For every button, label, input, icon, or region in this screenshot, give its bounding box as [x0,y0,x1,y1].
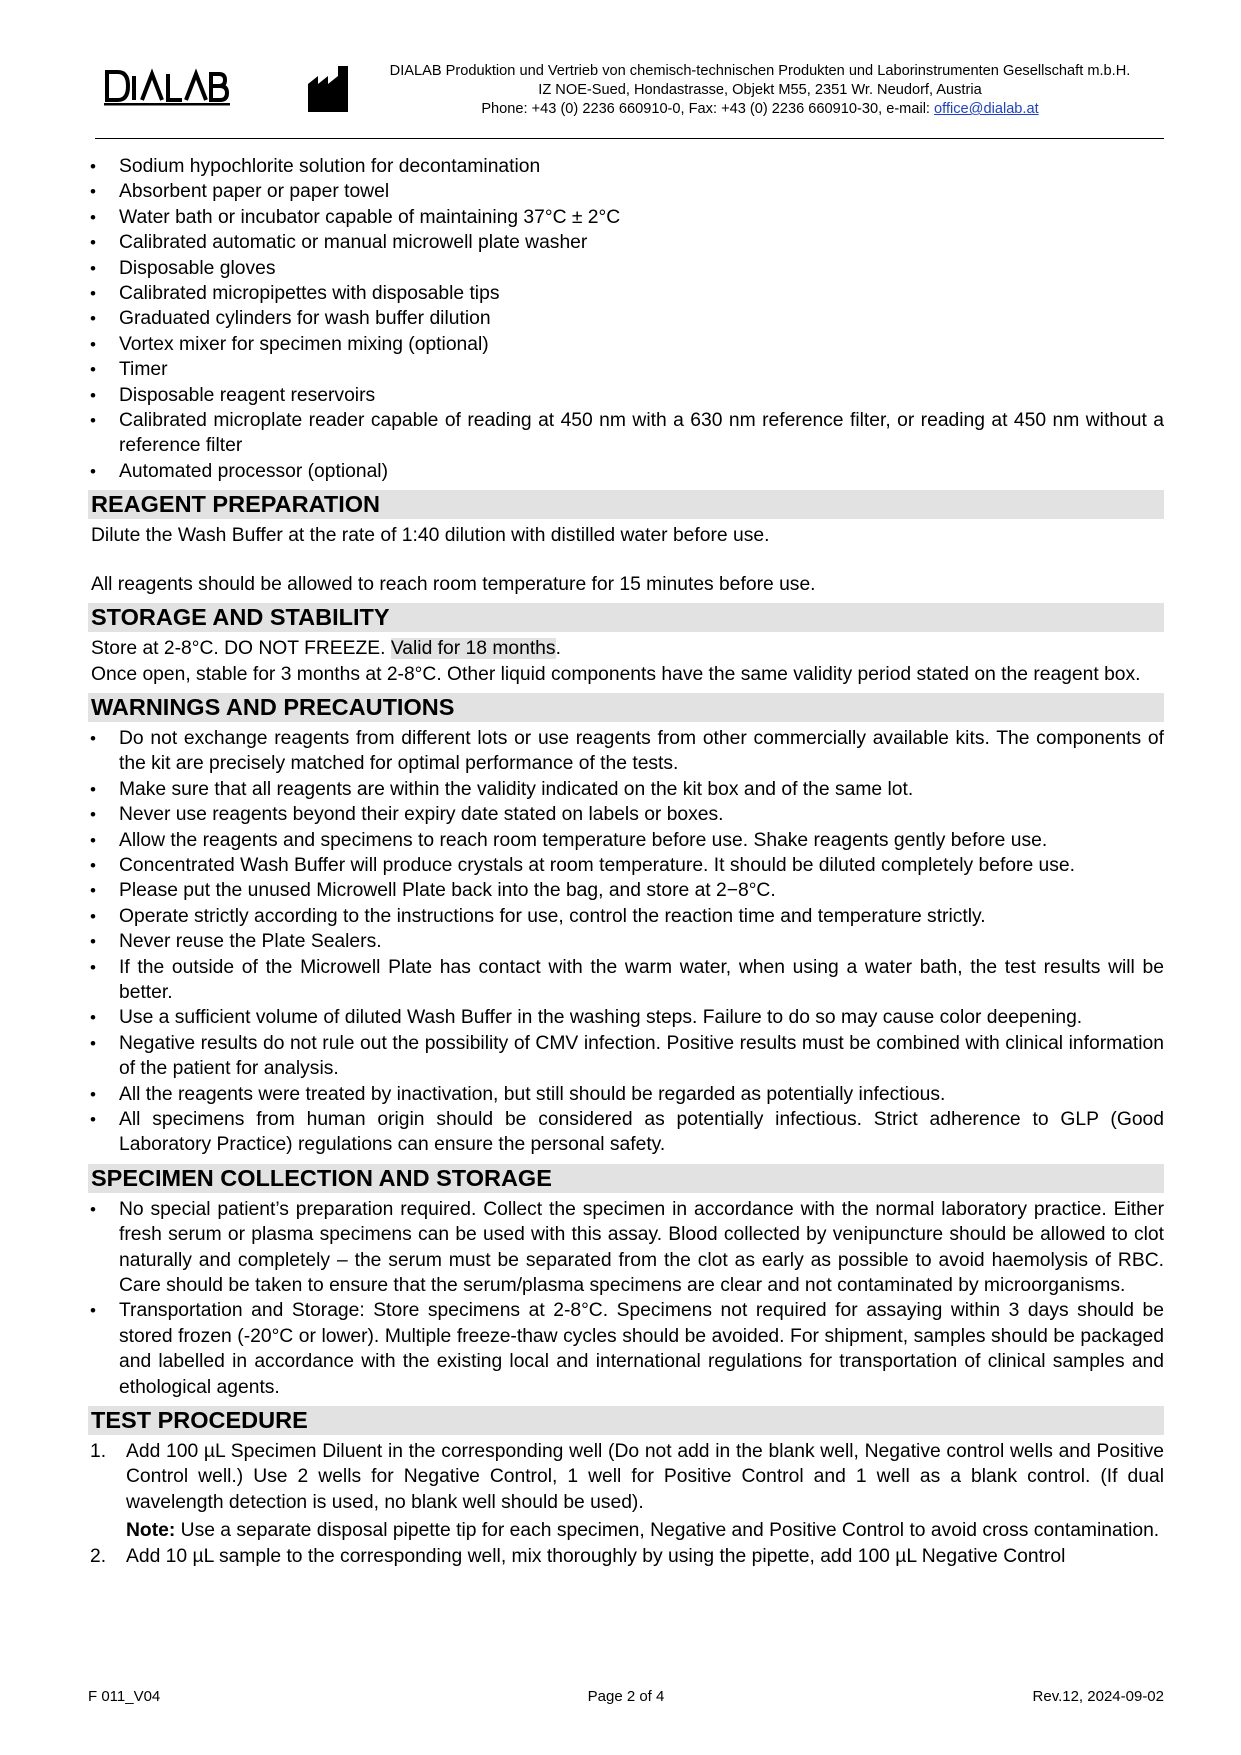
revision: Rev.12, 2024-09-02 [1032,1688,1164,1705]
specimen-list [88,1197,1164,1400]
list-item: • Graduated cylinders for wash buffer dilution [88,306,1164,331]
list-item: • Calibrated automatic or manual microwell plate washer [88,230,1164,255]
header-divider [95,138,1164,139]
storage-text: Once open, stable for 3 months at 2-8°C. Other liquid components have the same validity period stated on the reagent box. [91,663,1141,685]
list-item: • Operate strictly according to the instructions for use, control the reaction time and temperature strictly. [88,904,1164,929]
company-address: IZ NOE-Sued, Hondastrasse, Objekt M55, 2351 Wr. Neudorf, Austria [538,82,982,98]
page-number: Page 2 of 4 [587,1688,665,1705]
list-item: • Negative results do not rule out the possibility of CMV infection. Positive results must be combined with clinical information of the patient for analysis. [88,1031,1164,1082]
list-item: • Vortex mixer for specimen mixing (optional) [88,332,1164,357]
reagent-preparation-text: All reagents should be allowed to reach room temperature for 15 minutes before use. [91,573,816,595]
list-item: • Calibrated micropipettes with disposable tips [88,281,1164,306]
list-item: • Make sure that all reagents are within the validity indicated on the kit box and of the same lot. [88,777,1164,802]
materials-list [88,154,1164,484]
section-title-specimen: SPECIMEN COLLECTION AND STORAGE [88,1164,1164,1193]
dialab-logo [104,66,230,106]
svg-text:DIALAB: DIALAB [167,96,171,97]
list-item: • Please put the unused Microwell Plate back into the bag, and store at 2−8°C. [88,878,1164,903]
list-item: • Absorbent paper or paper towel [88,179,1164,204]
main-content [88,154,1164,1569]
company-contact: Phone: +43 (0) 2236 660910-0, Fax: +43 (0) 2236 660910-30, e-mail: office@dialab.at [481,101,1039,117]
procedure-step: 2. Add 10 µL sample to the corresponding well, mix thoroughly by using the pipette, add 100 µL Negative Control [90,1545,1066,1567]
list-item: • Sodium hypochlorite solution for decontamination [88,154,1164,179]
reagent-preparation-text: Dilute the Wash Buffer at the rate of 1:40 dilution with distilled water before use. [91,525,770,547]
email-link[interactable]: office@dialab.at [934,101,1039,117]
list-item: • Never reuse the Plate Sealers. [88,929,1164,954]
list-item: • Never use reagents beyond their expiry date stated on labels or boxes. [88,802,1164,827]
form-code: F 011_V04 [88,1688,161,1705]
list-item: • Transportation and Storage: Store specimens at 2-8°C. Specimens not required for assaying within 3 days should be stored frozen (-20°C or lower). Multiple freeze-thaw cycles should be avoided. For shipment, samples should be packaged and labelled in accordance with the existing local and international regulations for transportation of clinical samples and ethological agents. [88,1298,1164,1400]
list-item: • All specimens from human origin should be considered as potentially infectious. Strict adherence to GLP (Good Laboratory Practice) regulations can ensure the personal safety. [88,1107,1164,1158]
storage-text: Store at 2-8°C. DO NOT FREEZE. Valid for 18 months. [91,638,561,660]
list-item: • Concentrated Wash Buffer will produce crystals at room temperature. It should be diluted completely before use. [88,853,1164,878]
section-title-storage-stability: STORAGE AND STABILITY [88,603,1164,632]
list-item: • Disposable gloves [88,256,1164,281]
list-item: • Automated processor (optional) [88,459,1164,484]
list-item: • Water bath or incubator capable of maintaining 37°C ± 2°C [88,205,1164,230]
list-item: • No special patient’s preparation required. Collect the specimen in accordance with the normal laboratory practice. Either fresh serum or plasma specimens can be used with this assay. Blood collected by venipuncture should be allowed to clot naturally and completely – the serum must be separated from the clot as early as possible to avoid haemolysis of RBC. Care should be taken to ensure that the serum/plasma specimens are clear and not contaminated by microorganisms. [88,1197,1164,1299]
list-item: • Use a sufficient volume of diluted Wash Buffer in the washing steps. Failure to do so may cause color deepening. [88,1005,1164,1030]
highlighted-text: Valid for 18 months [390,638,556,660]
section-title-reagent-preparation: REAGENT PREPARATION [88,490,1164,519]
list-item: • Allow the reagents and specimens to reach room temperature before use. Shake reagents gently before use. [88,828,1164,853]
company-info [340,62,1180,119]
list-item: • Calibrated microplate reader capable of reading at 450 nm with a 630 nm reference filter, or reading at 450 nm without a reference filter [88,408,1164,459]
section-title-warnings: WARNINGS AND PRECAUTIONS [88,693,1164,722]
list-item: • Do not exchange reagents from different lots or use reagents from other commercially available kits. The components of the kit are precisely matched for optimal performance of the tests. [88,726,1164,777]
list-item: • All the reagents were treated by inactivation, but still should be regarded as potentially infectious. [88,1082,1164,1107]
procedure-note: Note: Use a separate disposal pipette tip for each specimen, Negative and Positive Control to avoid cross contamination. [126,1520,1160,1542]
warnings-list [88,726,1164,1158]
list-item: • Timer [88,357,1164,382]
section-title-test-procedure: TEST PROCEDURE [88,1406,1164,1435]
list-item: • If the outside of the Microwell Plate has contact with the warm water, when using a water bath, the test results will be better. [88,955,1164,1006]
procedure-step: 1. Add 100 µL Specimen Diluent in the corresponding well (Do not add in the blank well, Negative control wells and Positive Control well.) Use 2 wells for Negative Control, 1 well for Positive Control and 1 well as a blank control. (If dual wavelength detection is used, no blank well should be used). Note: Use a separate disposal pipette tip for each specimen, Negative and Positive Control to avoid cross contamination. [88,1439,1164,1544]
test-procedure-steps [88,1439,1164,1569]
list-item: • Disposable reagent reservoirs [88,383,1164,408]
company-name: DIALAB Produktion und Vertrieb von chemisch-technischen Produkten und Laborinstrumenten Gesellschaft m.b.H. [389,63,1131,79]
